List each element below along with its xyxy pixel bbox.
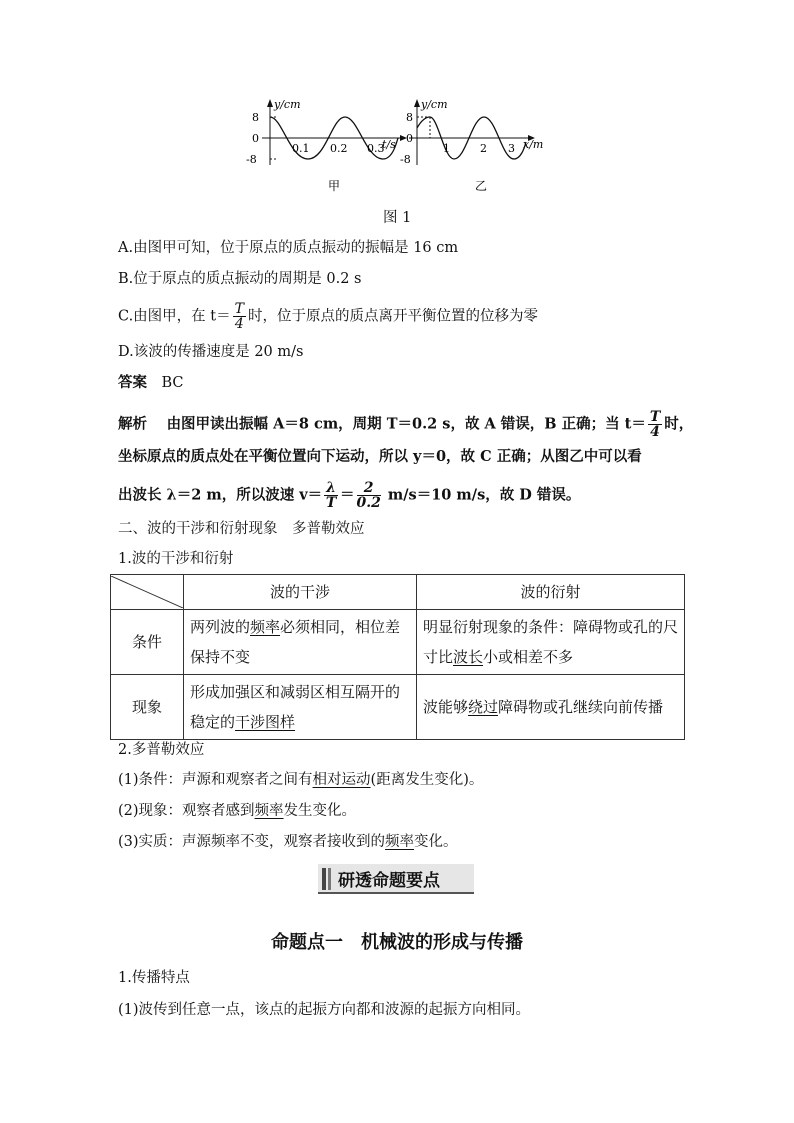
para-text: (3)实质：声源频率不变，观察者接收到的 (118, 834, 386, 850)
frac-numerator: 2 (357, 481, 381, 496)
cell-underlined-text: 波长 (453, 648, 484, 666)
jia-y-tick-8: 8 (252, 111, 259, 124)
section-2-sub-1: 1.波的干涉和衍射 (118, 551, 234, 567)
figure-1-graphs (240, 95, 560, 195)
section-2-sub-2: 2.多普勒效应 (118, 742, 205, 758)
yi-y-tick-8: 8 (406, 111, 413, 124)
banner-text: 研透命题要点 (338, 871, 440, 891)
table-row (111, 610, 685, 675)
yi-x-tick-2: 2 (480, 142, 487, 155)
analysis-text-3b: m/s＝10 m/s，故 D 错误。 (382, 486, 581, 504)
doppler-condition (118, 770, 483, 790)
cell-text: 两列波的 (190, 618, 251, 636)
analysis-fraction-2 (324, 481, 338, 510)
graph-yi (400, 98, 543, 193)
analysis-fraction-3 (357, 481, 381, 510)
yi-caption: 乙 (475, 179, 488, 193)
section-banner (318, 864, 474, 894)
table-cell (417, 675, 685, 740)
frac-numerator: T (234, 301, 244, 317)
topic-para-1: (1)波传到任意一点，该点的起振方向都和波源的起振方向相同。 (118, 1002, 531, 1018)
frac-denominator: 0.2 (356, 495, 381, 511)
figure-caption: 图 1 (383, 210, 412, 226)
jia-x-axis-label: t/s (382, 138, 396, 151)
doppler-phenomenon (118, 801, 356, 821)
analysis-text-3a: 出波长 λ＝2 m，所以波速 v＝ (118, 486, 323, 504)
cell-text: 明显衍射现象的条件：障碍物或孔的尺寸比 (423, 618, 679, 666)
table-row-label: 条件 (111, 610, 184, 675)
cell-text: 小或相差不多 (483, 648, 574, 666)
cell-text: 波能够 (423, 698, 469, 716)
graph-jia (246, 98, 407, 193)
doppler-essence (118, 832, 458, 852)
option-b: B.位于原点的质点振动的周期是 0.2 s (118, 271, 362, 287)
jia-y-tick-neg8: -8 (246, 153, 257, 166)
option-c (118, 302, 538, 331)
analysis-text-1b: 时， (664, 415, 694, 433)
section-2-title: 二、波的干涉和衍射现象 多普勒效应 (118, 521, 365, 537)
cell-text: 障碍物或孔继续向前传播 (498, 698, 664, 716)
table-cell (417, 610, 685, 675)
frac-denominator: 4 (234, 316, 244, 332)
jia-x-tick-01: 0.1 (292, 142, 310, 155)
option-a: A.由图甲可知，位于原点的质点振动的振幅是 16 cm (118, 240, 459, 256)
cell-text: 形成加强区和减弱区相互隔开的稳定的 (190, 683, 401, 731)
para-text: 变化。 (414, 834, 458, 850)
yi-x-tick-1: 1 (443, 142, 450, 155)
para-text: (1)条件：声源和观察者之间有 (118, 772, 313, 788)
jia-y-axis-label: y/cm (274, 98, 301, 111)
frac-denominator: T (325, 495, 337, 511)
para-text: 发生变化。 (283, 803, 357, 819)
table-row-label: 现象 (111, 675, 184, 740)
cell-underlined-text: 绕过 (468, 698, 499, 716)
analysis-line-1 (118, 410, 693, 439)
topic-title: 命题点一 机械波的形成与传播 (271, 932, 523, 953)
yi-y-axis-label: y/cm (421, 98, 448, 111)
banner-bar-icon (322, 868, 326, 890)
table-header-diffraction: 波的衍射 (417, 575, 685, 610)
jia-x-tick-02: 0.2 (330, 142, 348, 155)
yi-x-axis-label: x/m (523, 138, 544, 151)
diagonal-divider (111, 576, 183, 608)
analysis-line-3 (118, 481, 580, 510)
yi-y-tick-0: 0 (406, 132, 413, 145)
jia-caption: 甲 (328, 179, 341, 193)
table-header-interference: 波的干涉 (184, 575, 417, 610)
answer-line (118, 373, 184, 393)
table-row (111, 675, 685, 740)
table-cell (184, 675, 417, 740)
para-text: (2)现象：观察者感到 (118, 803, 255, 819)
jia-y-tick-0: 0 (252, 132, 259, 145)
frac-numerator: λ (326, 480, 336, 496)
answer-label: 答案 (118, 374, 147, 391)
table-header-row (111, 575, 685, 610)
cell-underlined-text: 干涉图样 (235, 713, 296, 731)
table-corner-cell (111, 575, 184, 610)
table-cell (184, 610, 417, 675)
topic-sub: 1.传播特点 (118, 970, 190, 986)
analysis-fraction-1 (648, 410, 662, 439)
jia-x-tick-03: 0.3 (367, 142, 385, 155)
analysis-line-2: 坐标原点的质点处在平衡位置向下运动，所以 y＝0，故 C 正确；从图乙中可以看 (118, 448, 642, 465)
yi-y-tick-neg8: -8 (400, 153, 411, 166)
para-text: (距离发生变化)。 (370, 772, 484, 788)
frac-numerator: T (649, 409, 661, 425)
cell-underlined-text: 频率 (250, 618, 281, 636)
option-c-text-pre: C.由图甲，在 t＝ (118, 308, 231, 325)
option-d: D.该波的传播速度是 20 m/s (118, 344, 304, 360)
analysis-label: 解析 (118, 415, 147, 433)
analysis-equals: ＝ (340, 486, 355, 504)
interference-diffraction-table (110, 574, 685, 740)
option-c-text-post: 时，位于原点的质点离开平衡位置的位移为零 (247, 308, 538, 325)
yi-x-tick-3: 3 (508, 142, 515, 155)
analysis-text-1a: 由图甲读出振幅 A＝8 cm，周期 T＝0.2 s，故 A 错误，B 正确；当 t＝ (166, 415, 646, 433)
cell-text: 必须相同，相位差保持不变 (190, 618, 401, 666)
option-c-fraction (233, 302, 246, 331)
underlined-text: 相对运动 (312, 772, 371, 788)
underlined-text: 频率 (385, 834, 415, 850)
answer-value: BC (161, 375, 184, 391)
frac-denominator: 4 (650, 424, 660, 440)
banner-bar-icon (328, 868, 331, 890)
underlined-text: 频率 (254, 803, 284, 819)
